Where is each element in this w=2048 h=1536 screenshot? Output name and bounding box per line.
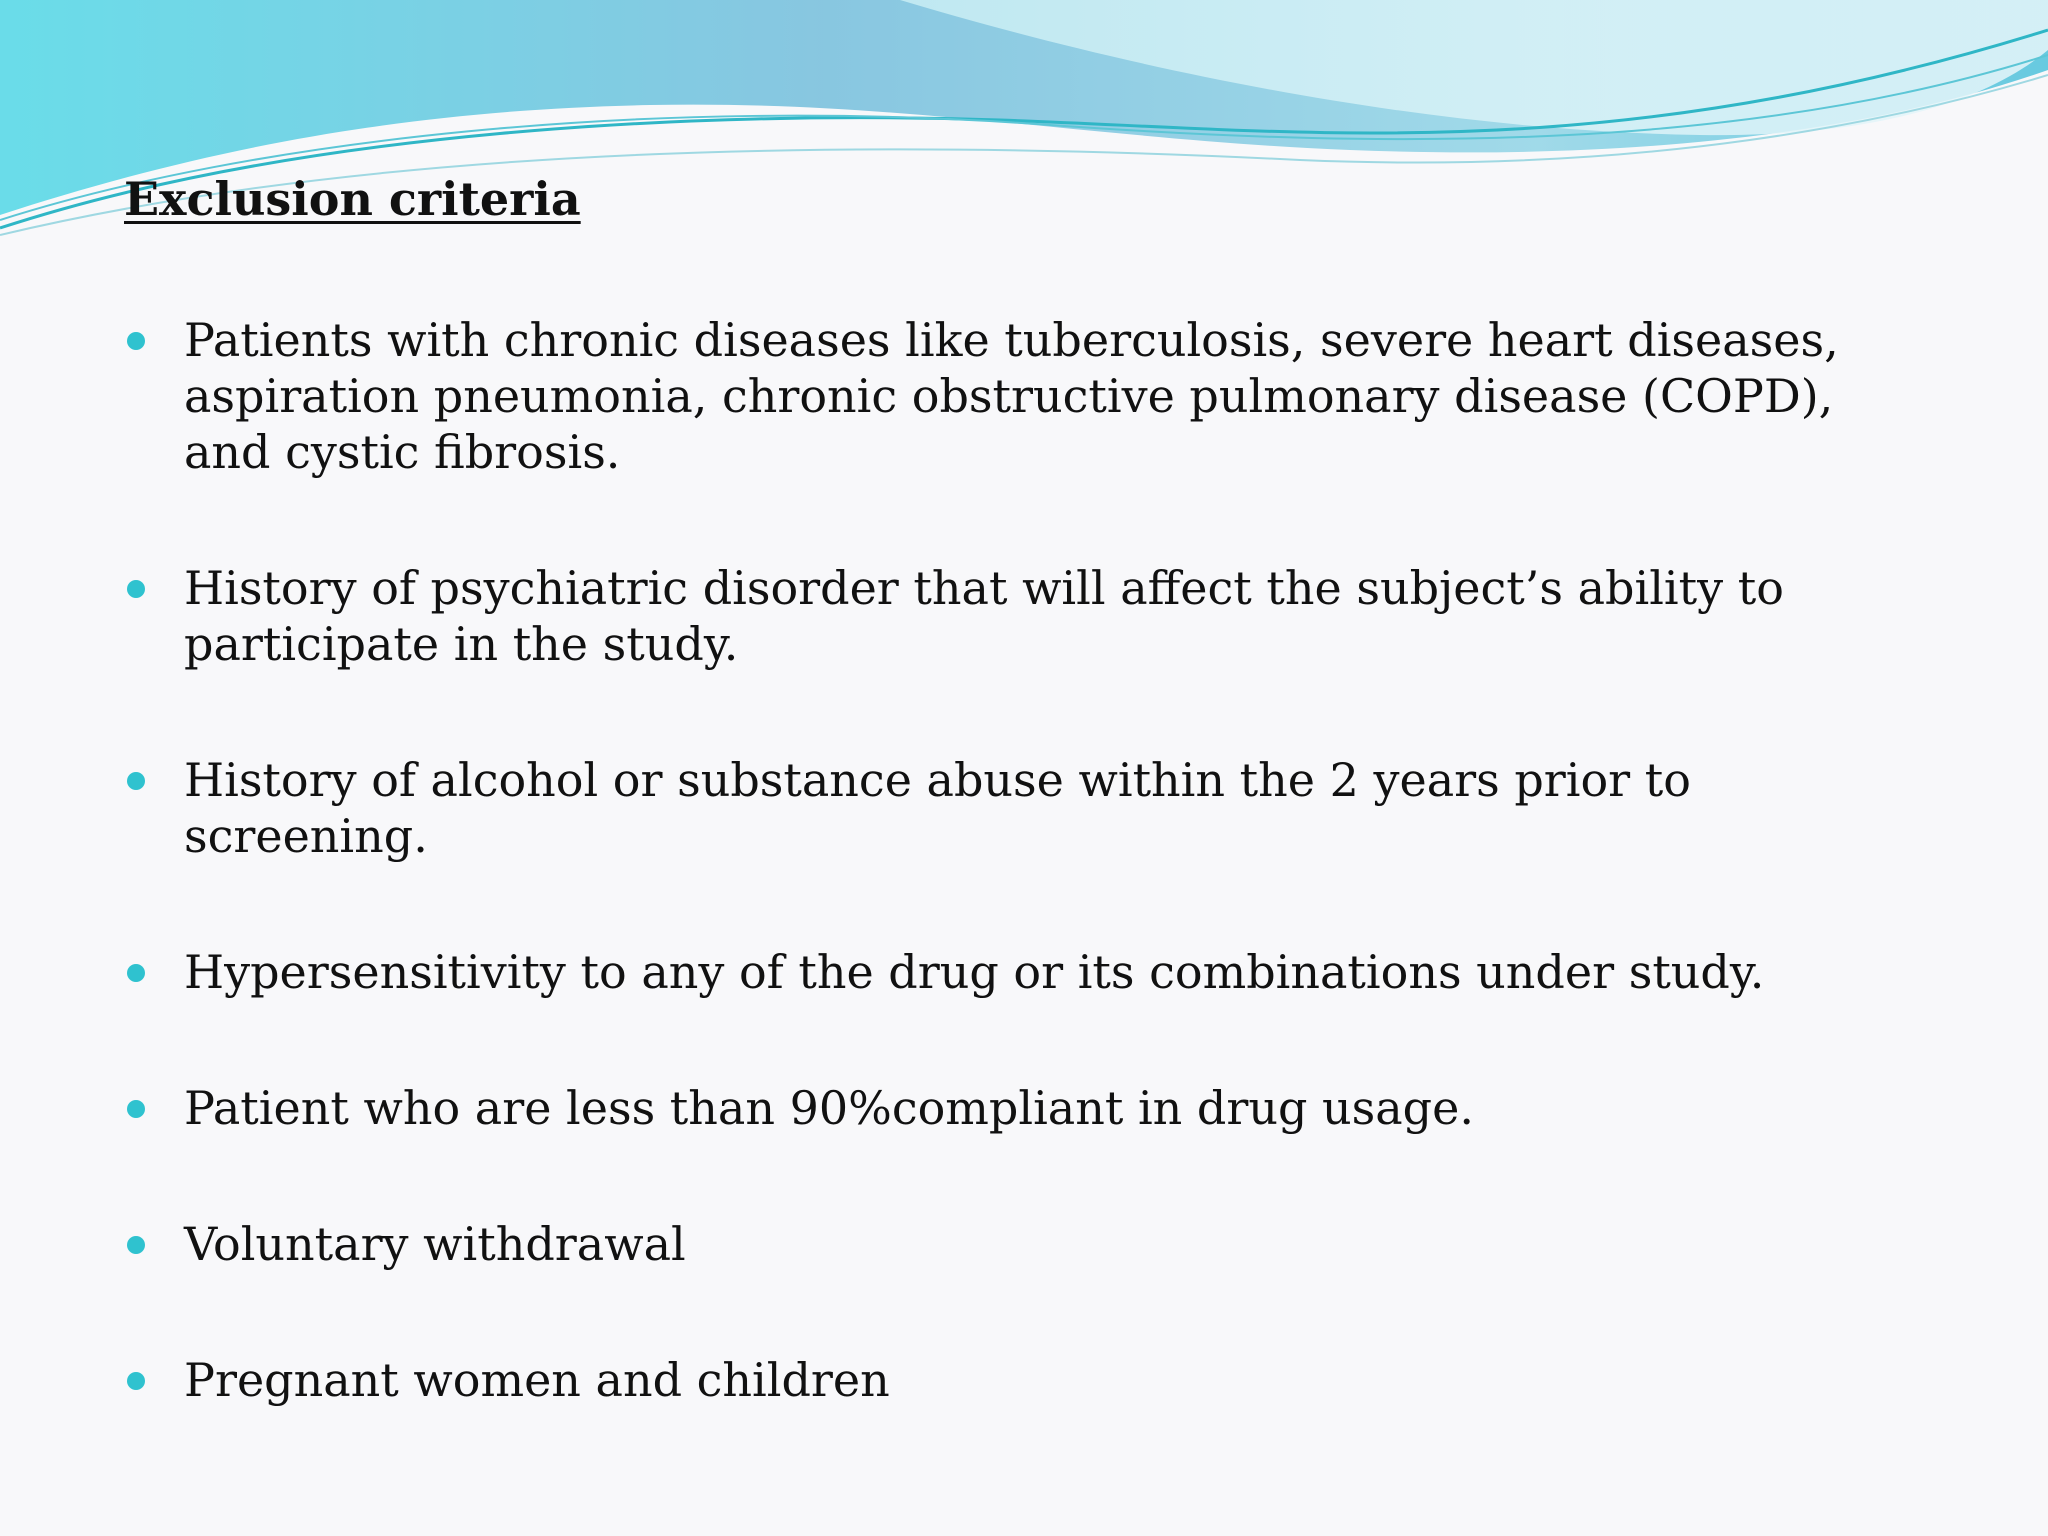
bullet-dot-icon: [127, 580, 145, 598]
bullet-compliance: [124, 1080, 1924, 1136]
slide-title: Exclusion criteria: [124, 172, 581, 226]
bullet-dot-icon: [127, 1100, 145, 1118]
bullet-text: Hypersensitivity to any of the drug or its combinations under study.: [184, 945, 1765, 999]
exclusion-criteria-list: [124, 312, 1924, 1408]
bullet-dot-icon: [127, 772, 145, 790]
bullet-text: Patient who are less than 90%compliant in drug usage.: [184, 1081, 1474, 1135]
bullet-substance-abuse: [124, 752, 1924, 864]
bullet-text: History of psychiatric disorder that will affect the subject’s ability to participate in the study.: [184, 561, 1784, 671]
bullet-dot-icon: [127, 332, 145, 350]
bullet-pregnant-women-children: [124, 1352, 1924, 1408]
bullet-text: History of alcohol or substance abuse within the 2 years prior to screening.: [184, 753, 1691, 863]
bullet-psychiatric-disorder: [124, 560, 1924, 672]
bullet-text: Voluntary withdrawal: [184, 1217, 686, 1271]
bullet-hypersensitivity: [124, 944, 1924, 1000]
bullet-chronic-diseases: [124, 312, 1924, 480]
bullet-text: Pregnant women and children: [184, 1353, 890, 1407]
bullet-dot-icon: [127, 1372, 145, 1390]
bullet-text: Patients with chronic diseases like tuberculosis, severe heart diseases, aspiration pneumonia, chronic obstructive pulmonary disease (COPD), and cystic fibrosis.: [184, 313, 1839, 479]
bullet-dot-icon: [127, 964, 145, 982]
bullet-dot-icon: [127, 1236, 145, 1254]
bullet-voluntary-withdrawal: [124, 1216, 1924, 1272]
